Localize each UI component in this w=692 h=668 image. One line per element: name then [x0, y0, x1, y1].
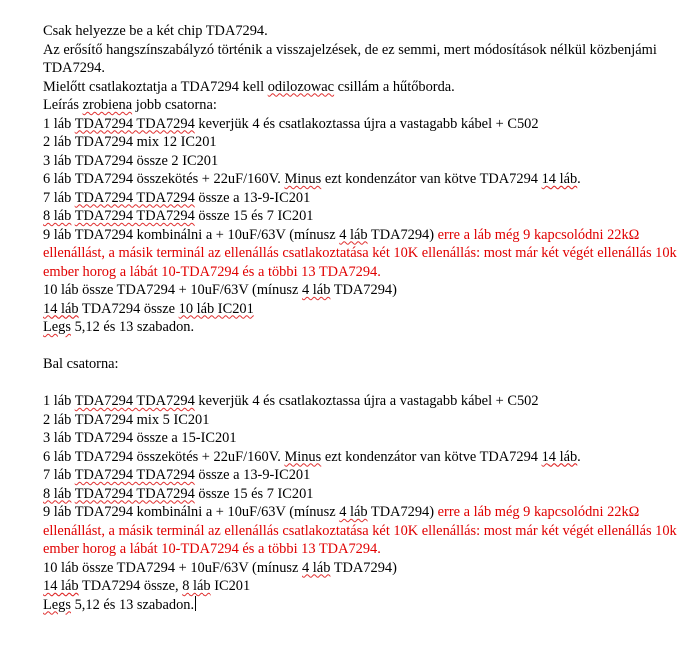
spellcheck-mark: odilozowac	[267, 78, 335, 95]
left-line-8: 10 láb össze TDA7294 + 10uF/63V (mínusz 4 láb TDA7294)	[43, 559, 397, 576]
spellcheck-mark: TDA7294 TDA7294	[74, 467, 195, 483]
spellcheck-mark: 4 láb	[50, 578, 79, 594]
right-line-3: 3 láb TDA7294 össze 2 IC201	[43, 152, 219, 169]
right-line-10: Legs 5,12 és 13 szabadon.	[43, 319, 195, 335]
left-line-7-black: 9 láb TDA7294 kombinálni a + 10uF/63V (mínusz 4 láb TDA7294)	[43, 504, 435, 520]
left-line-3: 3 láb TDA7294 össze a 15-IC201	[43, 430, 237, 446]
spellcheck-mark: zrobiena	[82, 97, 133, 113]
spellcheck-mark: 8 láb	[43, 208, 72, 224]
spellcheck-mark: TDA7294 TDA7294	[74, 189, 195, 206]
spellcheck-mark: 8 láb	[182, 578, 211, 594]
spellcheck-mark: TDA7294 TDA7294	[74, 208, 195, 224]
spellcheck-mark: 8 láb	[43, 485, 72, 502]
left-line-7-red: erre a láb még 9 kapcsolódni 22kΩ ellenállást, a másik terminál az ellenállás csatlakoztatása két 10K ellenállás: most már két végét ellenállás 10k ember horog a lábát 10-TDA7294 és a többi 13 TDA7294.	[43, 504, 677, 557]
right-line-2: 2 láb TDA7294 mix 12 IC201	[43, 134, 217, 150]
spellcheck-mark: Legs	[43, 319, 71, 335]
spellcheck-mark: 14 láb	[43, 300, 79, 317]
left-line-1: 1 láb TDA7294 TDA7294 keverjük 4 és csatlakoztassa újra a vastagabb kábel + C502	[43, 393, 539, 409]
spellcheck-mark: 4 láb	[302, 559, 331, 576]
spellcheck-mark: 14 láb	[541, 171, 578, 187]
left-line-2: 2 láb TDA7294 mix 5 IC201	[43, 411, 210, 428]
spellcheck-mark: Minus	[284, 448, 322, 465]
right-line-6: 8 láb TDA7294 TDA7294 össze 15 és 7 IC201	[43, 208, 314, 224]
spellcheck-mark: 4 láb	[339, 226, 368, 243]
spellcheck-mark: 4 láb	[339, 504, 368, 520]
text-cursor[interactable]	[195, 596, 196, 611]
blank-line	[43, 374, 683, 393]
spellcheck-mark: TDA7294 TDA7294	[74, 115, 195, 132]
right-channel-heading: Leírás zrobiena jobb csatorna:	[43, 97, 217, 113]
right-line-8: 10 láb össze TDA7294 + 10uF/63V (mínusz 4 láb TDA7294)	[43, 282, 397, 298]
right-line-1: 1 láb TDA7294 TDA7294 keverjük 4 és csatlakoztassa újra a vastagabb kábel + C502	[43, 115, 539, 132]
left-line-10	[43, 596, 683, 615]
intro-line-3: Mielőtt csatlakoztatja a TDA7294 kell odilozowac csillám a hűtőborda.	[43, 78, 455, 95]
spellcheck-mark: TDA7294 TDA7294	[74, 393, 195, 409]
spellcheck-mark: 4 láb	[50, 300, 79, 317]
left-line-7	[43, 503, 683, 559]
left-line-9: 14 láb TDA7294 össze, 8 láb IC201	[43, 578, 251, 594]
left-line-4: 6 láb TDA7294 összekötés + 22uF/160V. Minus ezt kondenzátor van kötve TDA7294 14 láb.	[43, 448, 581, 465]
spellcheck-mark: Minus	[284, 171, 322, 187]
right-line-9: 14 láb TDA7294 össze 10 láb IC201	[43, 300, 254, 317]
document-body[interactable]	[43, 22, 683, 614]
spellcheck-mark: 4 láb	[302, 282, 331, 298]
spellcheck-mark: 4 láb	[548, 448, 578, 465]
right-line-7-black: 9 láb TDA7294 kombinálni a + 10uF/63V (mínusz 4 láb TDA7294)	[43, 226, 435, 243]
spellcheck-mark: 14 láb	[541, 448, 578, 465]
right-line-7	[43, 226, 683, 282]
spellcheck-mark: Legs	[43, 596, 71, 613]
right-line-4: 6 láb TDA7294 összekötés + 22uF/160V. Minus ezt kondenzátor van kötve TDA7294 14 láb.	[43, 171, 581, 187]
left-line-5: 7 láb TDA7294 TDA7294 össze a 13-9-IC201	[43, 467, 311, 483]
right-line-5: 7 láb TDA7294 TDA7294 össze a 13-9-IC201	[43, 189, 311, 206]
intro-line-2: Az erősítő hangszínszabályzó történik a visszajelzések, de ez semmi, mert módosítások nélkül közbenjámi TDA7294.	[43, 41, 657, 76]
left-line-10-text: Legs 5,12 és 13 szabadon.	[43, 596, 195, 613]
left-channel-heading: Bal csatorna:	[43, 356, 119, 372]
blank-line	[43, 337, 683, 356]
right-line-7-red: erre a láb még 9 kapcsolódni 22kΩ ellenállást, a másik terminál az ellenállás csatlakoztatása két 10K ellenállás: most már két végét ellenállás 10k ember horog a lábát 10-TDA7294 és a többi 13 TDA7294.	[43, 226, 677, 280]
spellcheck-mark: TDA7294 TDA7294	[74, 485, 195, 502]
intro-line-1: Csak helyezze be a két chip TDA7294.	[43, 23, 268, 39]
spellcheck-mark: 4 láb	[548, 171, 578, 187]
spellcheck-mark: 10 láb IC201	[178, 300, 254, 317]
spellcheck-mark: 14 láb	[43, 578, 79, 594]
left-line-6: 8 láb TDA7294 TDA7294 össze 15 és 7 IC201	[43, 485, 314, 502]
